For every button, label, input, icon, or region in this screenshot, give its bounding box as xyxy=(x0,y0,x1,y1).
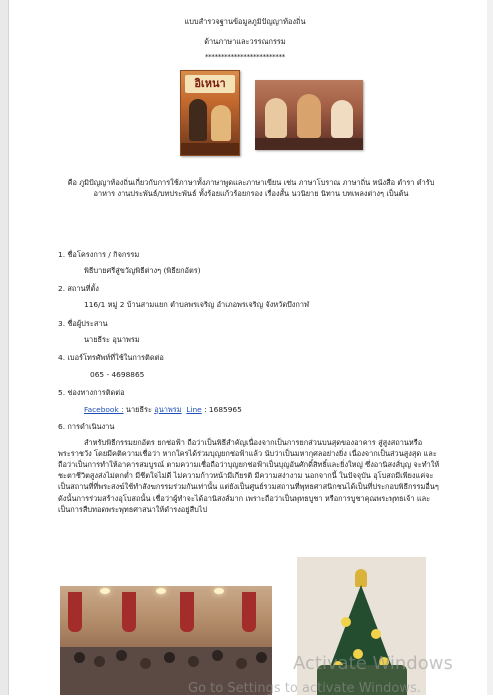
line-link[interactable]: Line xyxy=(186,405,202,414)
contact-surname-link[interactable]: อุนาพรม xyxy=(154,405,182,414)
hall-curtain xyxy=(68,592,82,632)
crowd-person xyxy=(74,652,85,663)
section-1-value: พิธีบายศรีสู่ขวัญพิธีต่างๆ (พิธียกอัตร) xyxy=(84,266,201,275)
section-1-heading: 1. ชื่อโครงการ / กิจกรรม xyxy=(58,250,140,259)
mural-figure xyxy=(331,100,353,138)
crowd-person xyxy=(140,658,151,669)
ceiling-light xyxy=(100,588,110,594)
crowd-person xyxy=(94,656,105,667)
section-6-body: สำหรับพิธีกรรมยกอัตร ยกช่อฟ้า ถือว่าเป็นพิธีสำคัญเนื่องจากเป็นการยกส่วนบนสุดของอาคาร สู่สูงสถานหรือพระราชวัง โดยมีคติความเชื่อว่า หากใครได้ร่วมบุญยกช่อฟ้าแล้ว นับว่าเป็นมหากุศลอย่างยิ่ง เนื่องจากเป็นส่วนสูงสุด และถือว่าเป็นการทำให้อาคารสมบูรณ์ ตามความเชื่อถือว่าบุญยกช่อฟ้าเป็นบุญอันศักดิ์สิทธิ์และยิ่งใหญ่ ซึ่งอานิสงส์บุญ จะทำให้ชะตาชีวิตสูงส่งไม่ตกต่ำ มีชีตใจไม่ดี ไม่ความก้าวหน้ามีเกียรติ มีความสง่างาม นอกจากนี้ ในปัจจุบัน อุโบสถมีเพียงแค่จะเป็นสถานที่ที่พระสงฆ์ใช้ทำสังฆกรรมร่วมกันเท่านั้น แต่ยังเป็นศูนย์รวมสถานที่พุทธศาสนิกชนได้เป็นที่ประกอบพิธีกรรมอื่นๆ ดังนั้นการร่วมสร้างอุโบสถนั้น เชื่อว่าผู้ทำจะได้อานิสงส์มาก เพราะถือว่าเป็นพุทธบูชา หรือการบูชาคุณพระพุทธเจ้า และเป็นการสืบทอดพระพุทธศาสนาให้ดำรงอยู่สืบไป xyxy=(58,438,440,514)
document-title: แบบสำรวจฐานข้อมูลภูมิปัญญาท้องถิ่น xyxy=(184,17,306,26)
tree-ornament xyxy=(341,617,351,627)
activation-watermark-subtitle: Go to Settings to activate Windows. xyxy=(188,681,421,696)
mural-figure xyxy=(265,98,287,138)
facebook-link[interactable]: Facebook : xyxy=(84,405,124,414)
crowd-person xyxy=(188,656,199,667)
tree-ornament xyxy=(371,629,381,639)
intro-paragraph: คือ ภูมิปัญญาท้องถิ่นเกี่ยวกับการใช้ภาษาทั้งภาษาพูดและภาษาเขียน เช่น ภาษาโบราณ ภาษาถิ่น หนังสือ ตำรา ตำรับอาหาร งานประพันธ์/บทประพันธ์ ทั้งร้อยแก้วร้อยกรอง เรื่องสั้น นวนิยาย นิทาน บทเพลงต่างๆ เป็นต้น xyxy=(67,178,435,199)
crowd-person xyxy=(256,652,267,663)
section-2-value: 116/1 หมู่ 2 บ้านสามแยก ตำบลพรเจริญ อำเภอพรเจริญ จังหวัดบึงกาฬ xyxy=(84,300,310,309)
section-4-value: 065 - 4698865 xyxy=(90,370,145,379)
section-3-heading: 3. ชื่อผู้ประสาน xyxy=(58,319,108,328)
book-cover-figure xyxy=(211,105,231,141)
hall-curtain xyxy=(122,592,136,632)
mural-figure xyxy=(297,94,321,138)
mural-painting-image xyxy=(255,80,363,150)
ceiling-light xyxy=(156,588,166,594)
section-2-heading: 2. สถานที่ตั้ง xyxy=(58,284,99,293)
book-cover-floor xyxy=(181,143,239,155)
book-cover-figure xyxy=(189,99,207,141)
section-3-value: นายธีระ อุนาพรม xyxy=(84,335,140,344)
crowd-person xyxy=(236,658,247,669)
section-5-heading: 5. ช่องทางการติดต่อ xyxy=(58,388,125,397)
book-cover-image xyxy=(180,70,240,156)
hall-curtain xyxy=(180,592,194,632)
book-cover-title: อิเหนา xyxy=(185,75,235,93)
section-6-heading: 6. การดำเนินงาน xyxy=(58,422,115,431)
contact-name: นายธีระ xyxy=(123,405,155,414)
crowd-person xyxy=(212,650,223,661)
ceiling-light xyxy=(214,588,224,594)
document-subtitle: ด้านภาษาและวรรณกรรม xyxy=(204,37,286,46)
section-4-heading: 4. เบอร์โทรศัพท์ที่ใช้ในการติดต่อ xyxy=(58,353,164,362)
crowd-person xyxy=(116,650,127,661)
line-id: : 1685965 xyxy=(201,405,242,414)
section-5-contact-line xyxy=(84,404,242,415)
activation-watermark-title: Activate Windows xyxy=(293,653,453,674)
hall-curtain xyxy=(242,592,256,632)
title-separator: ************************* xyxy=(204,53,285,61)
crowd-person xyxy=(164,652,175,663)
mural-ground xyxy=(255,138,363,150)
